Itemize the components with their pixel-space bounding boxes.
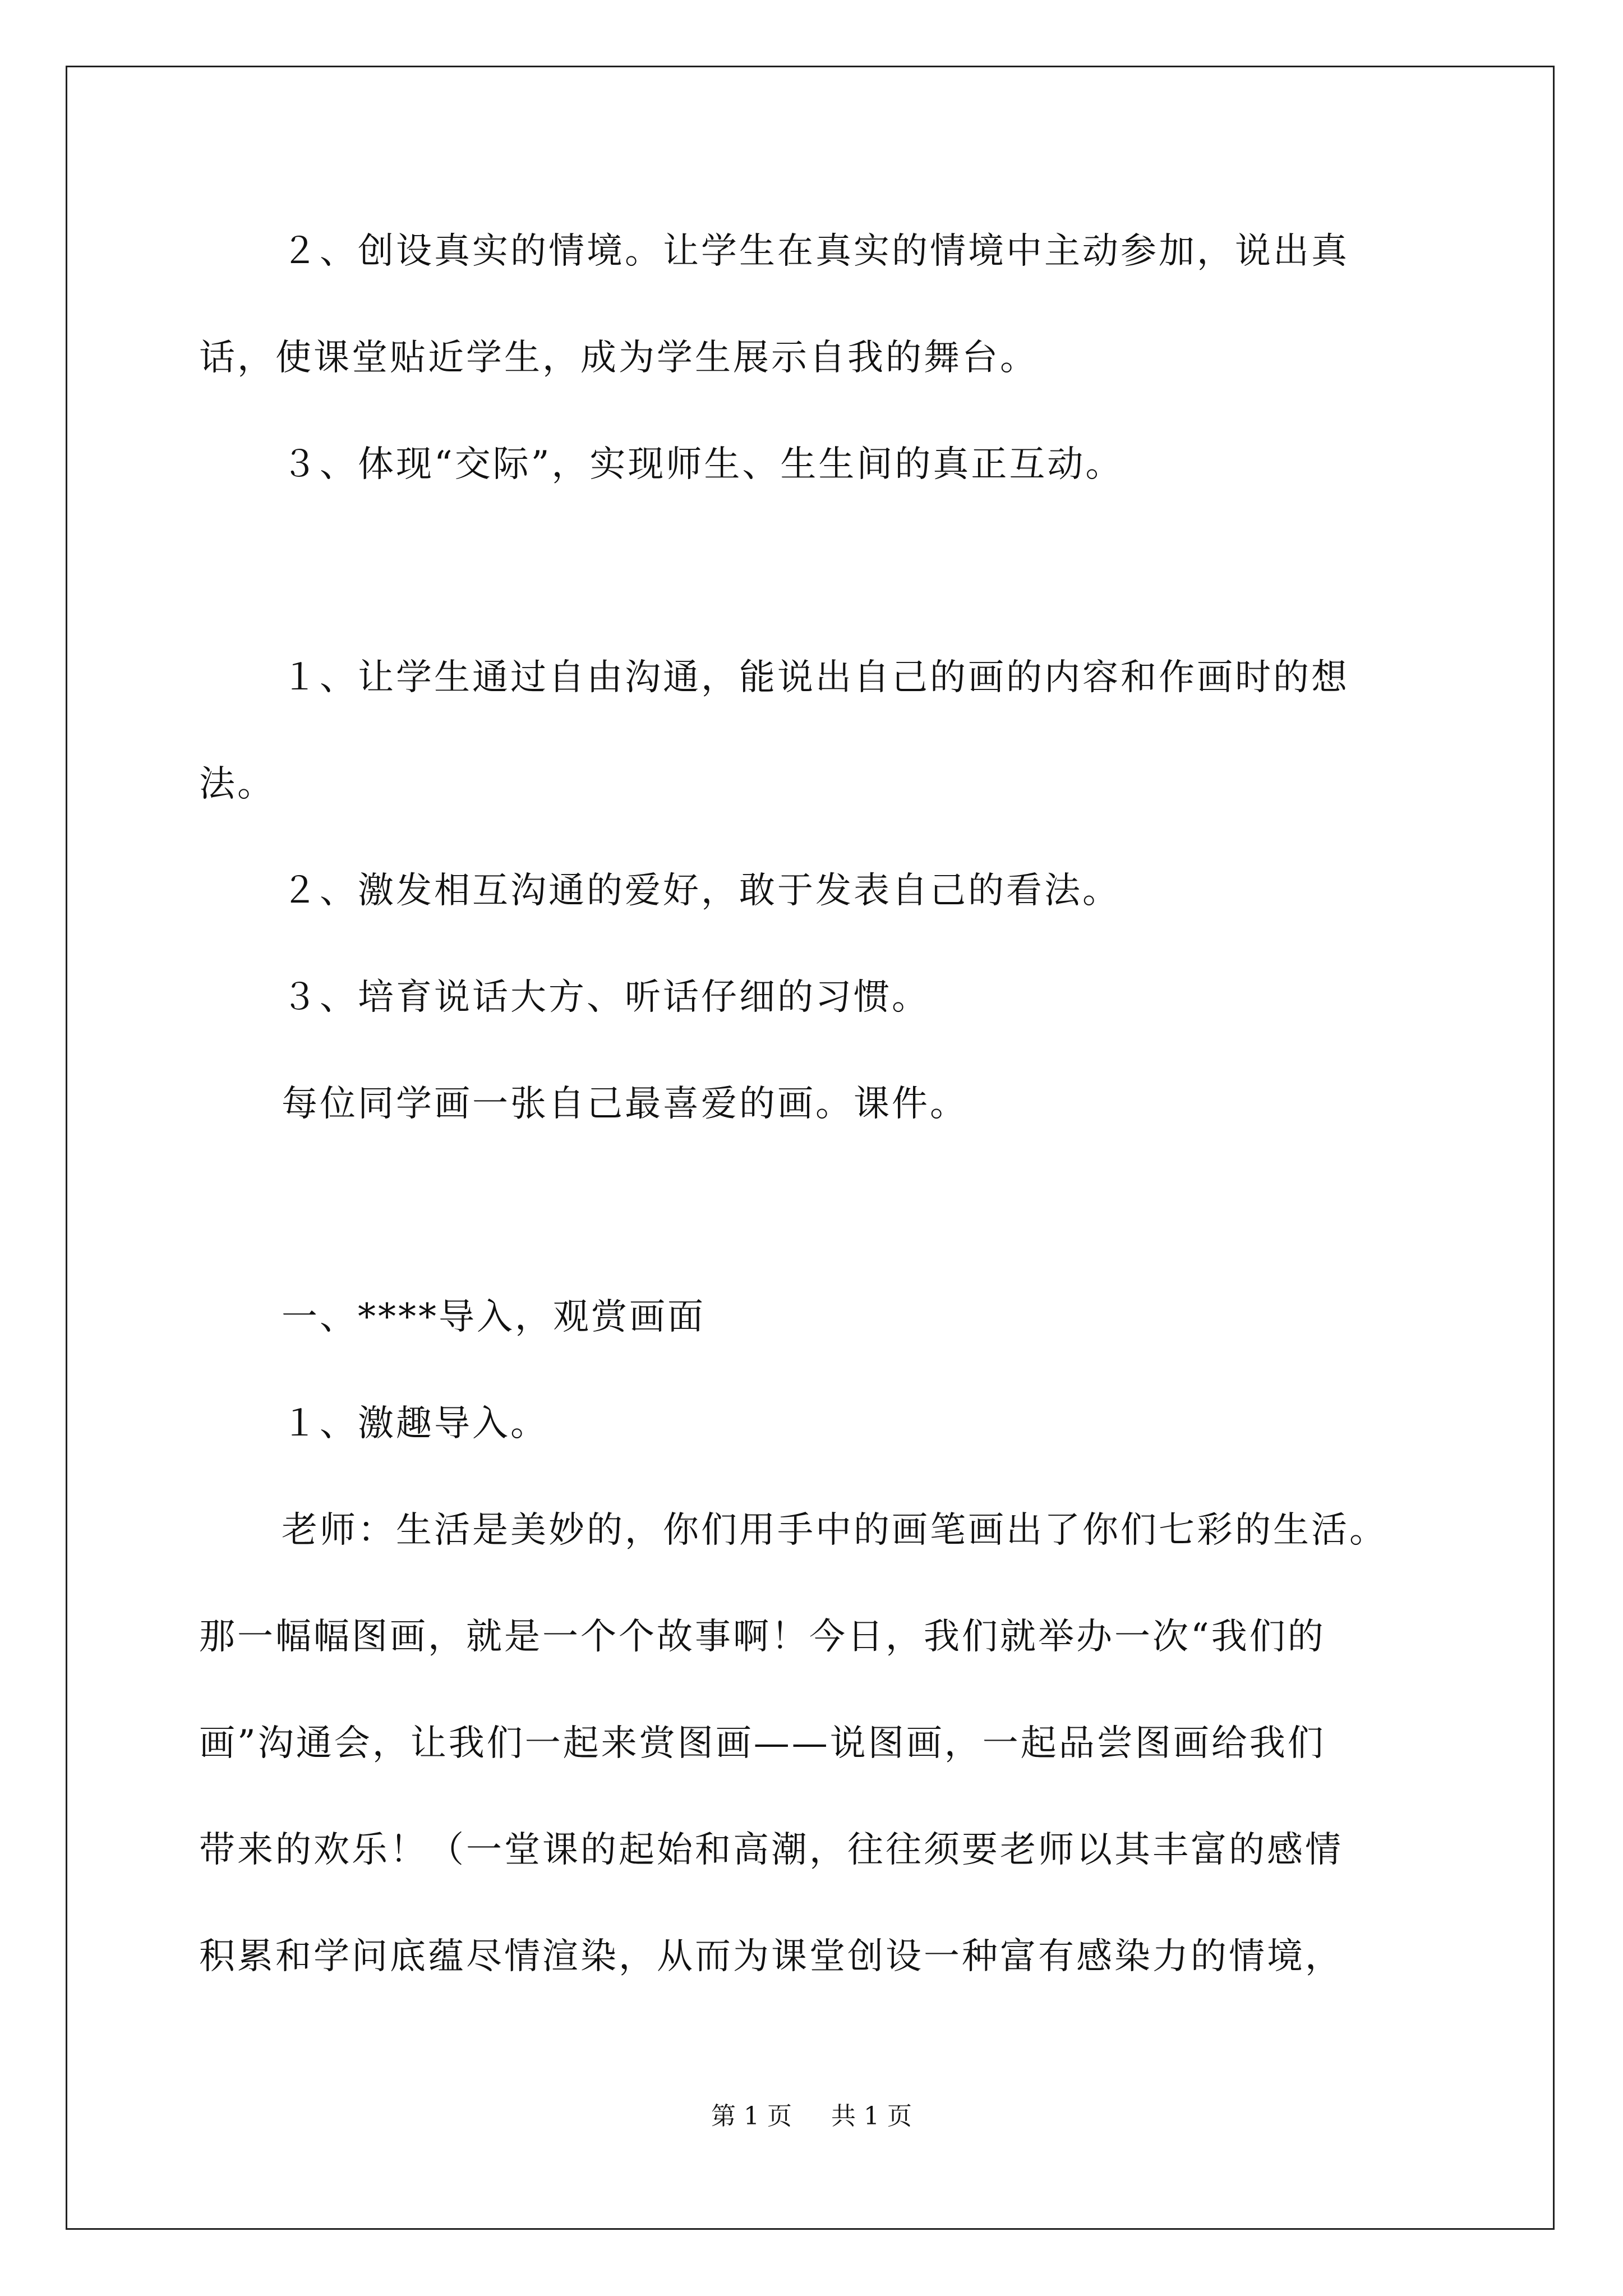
text-line-3: ３、体现“交际”，实现师生、生生间的真正互动。 [282, 444, 1124, 485]
text-line-7: ３、培育说话大方、听话仔细的习惯。 [282, 977, 930, 1018]
text-line-12: 那一幅幅图画，就是一个个故事啊！今日，我们就举办一次“我们的 [199, 1616, 1326, 1658]
text-line-11: 老师：生活是美妙的，你们用手中的画笔画出了你们七彩的生活。 [282, 1510, 1387, 1551]
text-line-10: １、激趣导入。 [282, 1403, 548, 1444]
text-line-2: 话，使课堂贴近学生，成为学生展示自我的舞台。 [199, 337, 1038, 379]
page-footer [0, 2101, 1623, 2132]
text-line-15: 积累和学问底蕴尽情渲染，从而为课堂创设一种富有感染力的情境， [199, 1936, 1343, 1977]
page-total: 共 1 页 [831, 2102, 912, 2131]
text-line-5: 法。 [199, 763, 275, 805]
text-line-6: ２、激发相互沟通的爱好，敢于发表自己的看法。 [282, 870, 1121, 912]
text-line-14: 带来的欢乐！（一堂课的起始和高潮，往往须要老师以其丰富的感情 [199, 1829, 1343, 1871]
text-line-1: ２、创设真实的情境。让学生在真实的情境中主动参加，说出真 [282, 231, 1349, 272]
text-line-13: 画”沟通会，让我们一起来赏图画——说图画，一起品尝图画给我们 [199, 1723, 1326, 1764]
page-number: 第 1 页 [711, 2102, 792, 2131]
text-line-4: １、让学生通过自由沟通，能说出自己的画的内容和作画时的想 [282, 657, 1349, 698]
section-heading: 一、****导入，观赏画面 [282, 1296, 706, 1338]
page-border [66, 66, 1555, 2230]
text-line-8: 每位同学画一张自己最喜爱的画。课件。 [282, 1083, 968, 1125]
